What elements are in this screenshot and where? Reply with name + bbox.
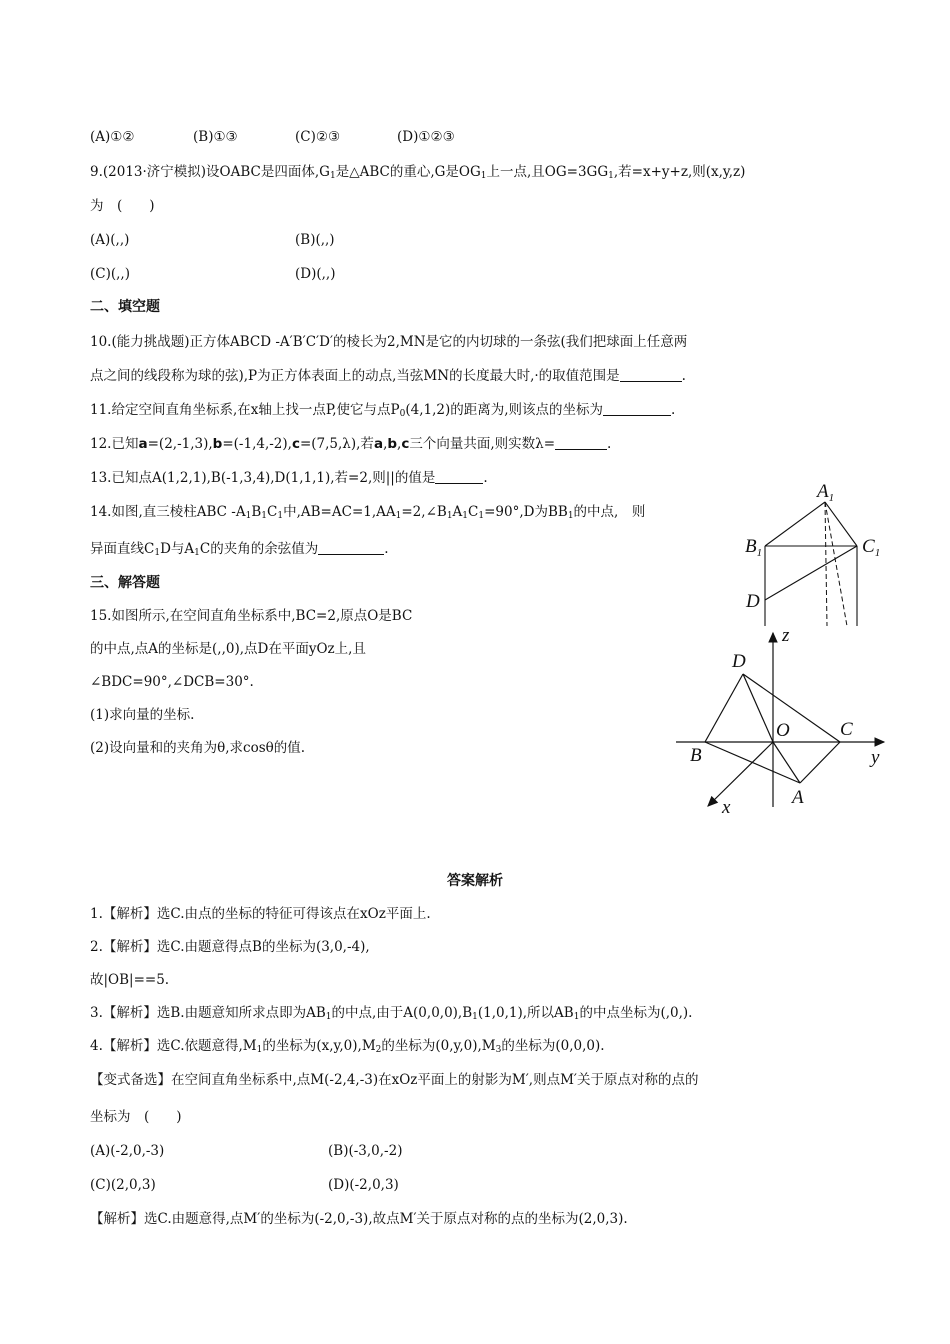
q8-option-a: (A)①② [90, 129, 135, 145]
label-y: y [871, 747, 880, 768]
answers-title: 答案解析 [447, 873, 503, 889]
q9-option-a: (A)(,,) [90, 232, 130, 248]
answer-blank [555, 436, 607, 450]
variant-question-line1: 【变式备选】在空间直角坐标系中,点M(-2,4,-3)在xOz平面上的射影为M′,则点M′关于原点对称的点的 [90, 1072, 699, 1088]
question-9-line1: 9.(2013·济宁模拟)设OABC是四面体$,G_1$是△ABC的重心,G是$OG_1$上一点,且$OG=3GG_1$,若=x+y+z,则(x,y,z) [90, 164, 746, 181]
q8-option-c: (C)②③ [295, 129, 341, 145]
question-15-line1: 15.如图所示,在空间直角坐标系中,BC=2,原点O是BC [90, 608, 413, 624]
x-axis [708, 742, 773, 806]
variant-answer: 【解析】选C.由题意得,点M′的坐标为(-2,0,-3),故点M′关于原点对称的点的坐标为(2,0,3). [90, 1211, 628, 1227]
answer-blank [435, 470, 483, 484]
edge-a1c1 [825, 502, 857, 546]
label-c: C [840, 719, 853, 740]
q9-option-c: (C)(,,) [90, 266, 130, 282]
segment-ac [800, 742, 840, 783]
label-b: B [690, 745, 702, 766]
segment-bd [705, 674, 743, 742]
question-10-line2: 点之间的线段称为球的弦),P为正方体表面上的动点,当弦MN的长度最大时,·的取值范围是 . [90, 368, 686, 384]
question-9-line2: 为 ( ) [90, 198, 155, 214]
q9-option-b: (B)(,,) [295, 232, 335, 248]
answer-3: 3.【解析】选B.由题意知所求点即为$AB_1$的中点,由于$A(0,0,0),B_1(1,0,1)$,所以$AB_1$的中点坐标为(,0,). [90, 1005, 693, 1022]
section-heading-fill-in: 二、填空题 [90, 299, 160, 315]
variant-question-line2: 坐标为 ( ) [90, 1109, 182, 1125]
question-13: 13.已知点A(1,2,1),B(-1,3,4),D(1,1,1),若=2,则||的值是 . [90, 470, 488, 486]
label-d: D [732, 651, 746, 672]
answer-4: 4.【解析】选C.依题意得$,M_1$的坐标为$(x,y,0),M_2$的坐标为$(0,y,0),M_3$的坐标为(0,0,0). [90, 1038, 605, 1055]
label-d: D [746, 591, 760, 612]
prism-figure [735, 478, 910, 630]
section-heading-solutions: 三、解答题 [90, 575, 160, 591]
question-11: 11.给定空间直角坐标系,在x轴上找一点P,使它与点$P_0(4,1,2)$的距离为,则该点的坐标为 . [90, 402, 676, 419]
answer-2-cont: 故|OB|==5. [90, 972, 170, 988]
variant-option-a: (A)(-2,0,-3) [90, 1143, 165, 1159]
question-15-part1: (1)求向量的坐标. [90, 707, 195, 723]
label-b1: $B_1$ [745, 536, 763, 559]
label-a: A [792, 787, 804, 808]
variant-option-b: (B)(-3,0,-2) [328, 1143, 403, 1159]
label-c1: $C_1$ [862, 536, 881, 559]
q9-option-d: (D)(,,) [295, 266, 336, 282]
answer-blank [603, 402, 671, 416]
answer-2: 2.【解析】选C.由题意得点B的坐标为(3,0,-4), [90, 939, 370, 955]
question-12: 12.已知a=(2,-1,3),b=(-1,4,-2),c=(7,5,λ),若a,b,c三个向量共面,则实数λ= . [90, 436, 612, 452]
answer-1: 1.【解析】选C.由点的坐标的特征可得该点在xOz平面上. [90, 906, 431, 922]
variant-option-c: (C)(2,0,3) [90, 1177, 156, 1193]
label-x: x [722, 797, 731, 818]
variant-option-d: (D)(-2,0,3) [328, 1177, 399, 1193]
segment-c1d [765, 546, 857, 600]
label-a1: $A_1$ [817, 481, 835, 504]
question-15-line3: ∠BDC=90°,∠DCB=30°. [90, 674, 254, 690]
question-15-part2: (2)设向量和的夹角为θ,求cosθ的值. [90, 740, 306, 756]
answer-blank [318, 541, 384, 555]
label-o: O [776, 720, 790, 741]
question-14-line2: 异面直线$C_1D$与$A_1C$的夹角的余弦值为 . [90, 541, 389, 558]
hidden-segment-a1c [825, 502, 847, 626]
q8-option-b: (B)①③ [193, 129, 238, 145]
segment-ba [705, 742, 800, 783]
question-10-line1: 10.(能力挑战题)正方体ABCD -A′B′C′D′的棱长为2,MN是它的内切球的一条弦(我们把球面上任意两 [90, 334, 688, 350]
answer-blank [620, 368, 682, 382]
coordinate-figure [670, 625, 900, 820]
question-15-line2: 的中点,点A的坐标是(,,0),点D在平面yOz上,且 [90, 641, 366, 657]
edge-a1b1 [765, 502, 825, 546]
label-z: z [782, 625, 790, 646]
q8-option-d: (D)①②③ [397, 129, 455, 145]
question-14-line1: 14.如图,直三棱柱ABC $-A_1B_1C_1$中$,AB=AC=1,AA_1=2,\angle B_1A_1C_1=90^\circ,D$为$BB_1$的中点, 则 [90, 504, 646, 521]
